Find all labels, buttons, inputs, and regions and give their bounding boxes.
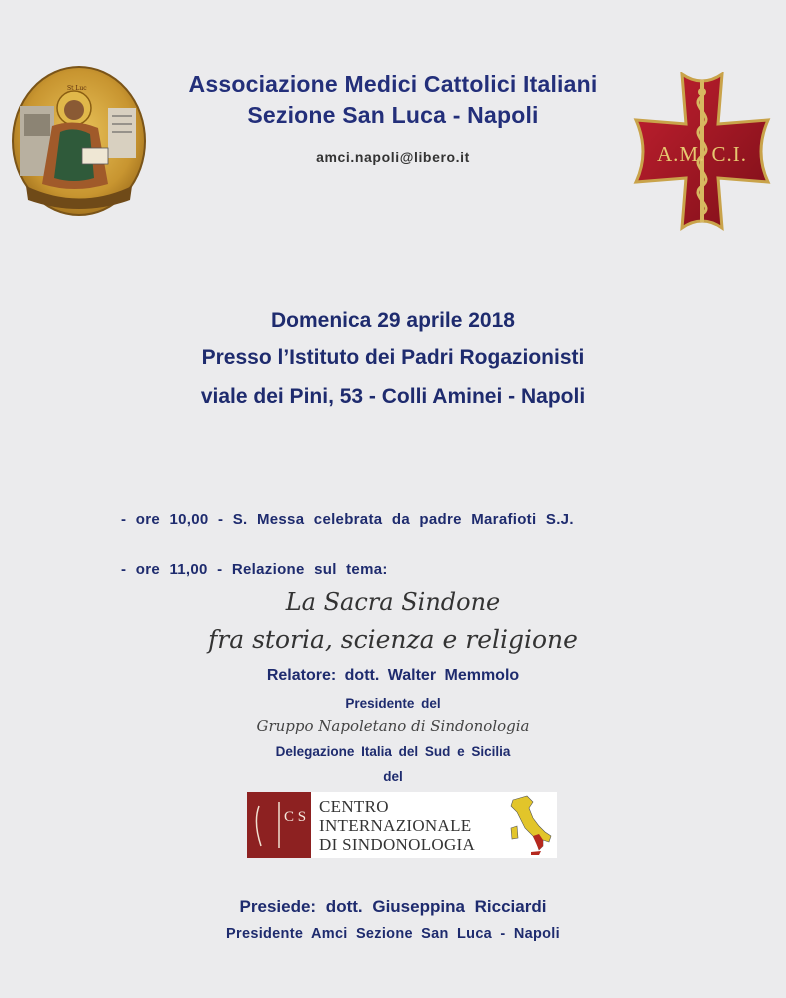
org-section: Sezione San Luca - Napoli bbox=[247, 102, 539, 128]
speaker: Relatore: dott. Walter Memmolo bbox=[266, 667, 520, 684]
event-address: viale dei Pini, 53 - Colli Aminei - Napoli bbox=[200, 385, 586, 408]
cis-mark bbox=[247, 792, 311, 858]
schedule-item: - ore 11,00 - Relazione sul tema: bbox=[121, 561, 388, 578]
speaker-delegation: Delegazione Italia del Sud e Sicilia bbox=[275, 744, 511, 759]
schedule-item: - ore 10,00 - S. Messa celebrata da padre Marafioti S.J. bbox=[121, 511, 574, 528]
speaker-role: Presidente del bbox=[345, 696, 441, 711]
event-date: Domenica 29 aprile 2018 bbox=[271, 309, 515, 332]
svg-text:St Luc: St Luc bbox=[67, 85, 87, 92]
chair-presides: Presiede: dott. Giuseppina Ricciardi bbox=[239, 897, 547, 916]
cis-line3: DI SINDONOLOGIA bbox=[319, 835, 476, 854]
italy-map-icon bbox=[509, 794, 553, 856]
cis-logo bbox=[247, 792, 557, 858]
cis-mark-text: C S bbox=[284, 809, 307, 825]
chair-title: Presidente Amci Sezione San Luca - Napoli bbox=[226, 926, 560, 942]
cis-line2: INTERNAZIONALE bbox=[319, 816, 472, 835]
cis-wordmark bbox=[319, 797, 475, 854]
cross-label: A.M. C.I. bbox=[656, 142, 748, 166]
event-venue: Presso l’Istituto dei Padri Rogazionisti bbox=[201, 346, 585, 369]
cis-line1: CENTRO bbox=[319, 797, 389, 816]
contact-email[interactable]: amci.napoli@libero.it bbox=[316, 149, 470, 165]
talk-title-line1: La Sacra Sindone bbox=[285, 588, 501, 616]
speaker-of: del bbox=[383, 769, 403, 784]
org-name: Associazione Medici Cattolici Italiani bbox=[188, 71, 598, 97]
talk-title-line2: fra storia, scienza e religione bbox=[208, 625, 578, 654]
speaker-group: Gruppo Napoletano di Sindonologia bbox=[256, 717, 530, 735]
